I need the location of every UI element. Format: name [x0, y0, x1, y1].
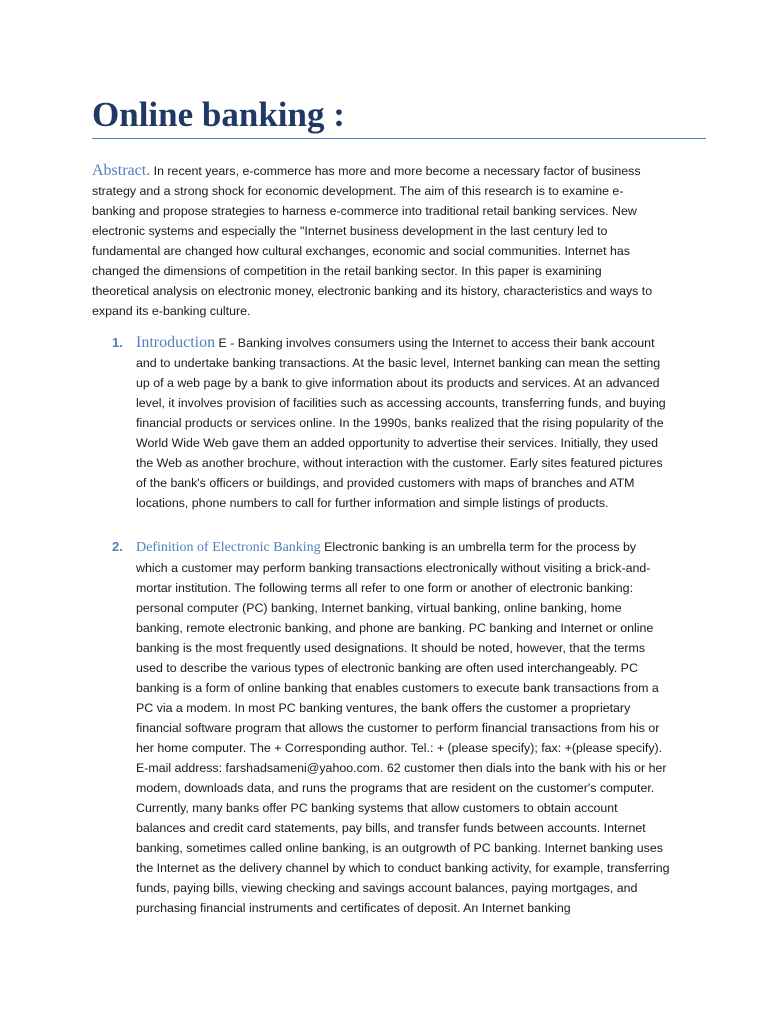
section-number: 2.	[112, 539, 123, 554]
section-definition	[112, 537, 670, 918]
section-introduction	[112, 333, 670, 513]
section-body	[136, 537, 670, 918]
document-title: Online banking :	[92, 94, 706, 139]
section-number: 1.	[112, 335, 123, 350]
abstract-paragraph	[92, 161, 658, 321]
section-text: Electronic banking is an umbrella term for the process by which a customer may perform banking transactions electronically without visiting a brick-and-mortar institution. The following terms all refer to one form or another of electronic banking: personal computer (PC) banking, Internet banking, virtual banking, online banking, home banking, remote electronic banking, and phone are banking. PC banking and Internet or online banking is the most frequently used designations. It should be noted, however, that the terms used to describe the various types of electronic banking are often used interchangeably. PC banking is a form of online banking that enables customers to execute bank transactions from a PC via a modem. In most PC banking ventures, the bank offers the customer a proprietary financial software program that allows the customer to perform financial transactions from his or her home computer. The + Corresponding author. Tel.: + (please specify); fax: +(please specify). E-mail address: farshadsameni@yahoo.com. 62 customer then dials into the bank with his or her modem, downloads data, and runs the programs that are resident on the customer's computer. Currently, many banks offer PC banking systems that allow customers to obtain account balances and credit card statements, pay bills, and transfer funds between accounts. Internet banking, sometimes called online banking, is an outgrowth of PC banking. Internet banking uses the Internet as the delivery channel by which to conduct banking activity, for example, transferring funds, paying bills, viewing checking and savings account balances, paying mortgages, and purchasing financial instruments and certificates of deposit. An Internet banking	[136, 540, 670, 915]
section-heading: Definition of Electronic Banking	[136, 540, 321, 555]
abstract-heading: Abstract.	[92, 162, 151, 179]
section-heading: Introduction	[136, 334, 216, 351]
abstract-text: In recent years, e-commerce has more and more become a necessary factor of business strategy and a strong shock for economic development. The aim of this research is to examine e-banking and propose strategies to harness e-commerce into traditional retail banking services. New electronic systems and especially the "Internet business development in the last century led to fundamental are changed how cultural exchanges, economic and social communities. Internet has changed the dimensions of competition in the retail banking sector. In this paper is examining theoretical analysis on electronic money, electronic banking and its history, characteristics and ways to expand its e-banking culture.	[92, 164, 653, 318]
section-body	[136, 333, 670, 513]
section-text: E - Banking involves consumers using the Internet to access their bank account and to undertake banking transactions. At the basic level, Internet banking can mean the setting up of a web page by a bank to give information about its products and services. At an advanced level, it involves provision of facilities such as accessing accounts, transferring funds, and buying financial products or services online. In the 1990s, banks realized that the rising popularity of the World Wide Web gave them an added opportunity to advertise their services. Initially, they used the Web as another brochure, without interaction with the customer. Early sites featured pictures of the bank's officers or buildings, and provided customers with maps of branches and ATM locations, phone numbers to call for further information and simple listings of products.	[136, 336, 666, 510]
